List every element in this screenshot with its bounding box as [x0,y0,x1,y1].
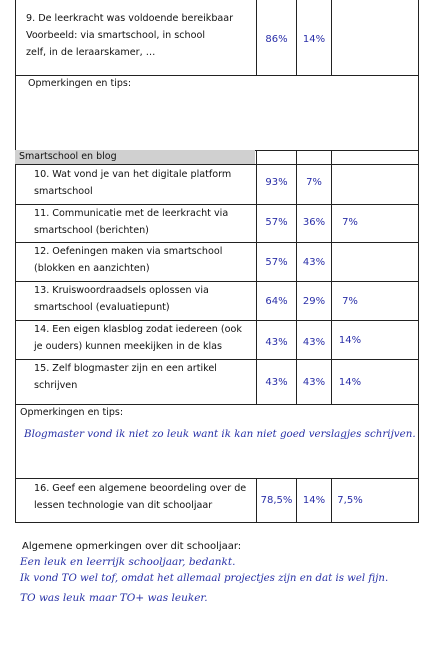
question-13-pct-2: 29% [302,296,326,307]
question-11-pct-2: 36% [302,217,326,228]
question-16-pct-1: 78,5% [260,495,293,506]
question-14-pct-3: 14% [338,335,362,346]
question-16-pct-2: 14% [302,495,326,506]
question-10-pct-1: 93% [265,177,288,188]
row-border [15,404,419,405]
question-13-pct-1: 64% [265,296,288,307]
question-15-pct-2: 43% [302,377,326,388]
general-remark-line: Ik vond TO wel tof, omdat het allemaal projectjes zijn en dat is wel fijn. [20,573,389,584]
question-14-label: 14. Een eigen klasblog zodat iedereen (ook je ouders) kunnen meekijken in de klas [34,324,242,352]
general-remark-line: TO was leuk maar TO+ was leuker. [20,592,208,604]
question-13-label: 13. Kruiswoordraadsels oplossen via smartschool (evaluatiepunt) [34,285,209,313]
question-14-pct-2: 43% [302,337,326,348]
col-divider [331,150,332,404]
question-12-pct-1: 57% [265,257,288,268]
question-13-pct-3: 7% [342,296,358,307]
question-12-label: 12. Oefeningen maken via smartschool (blokken en aanzichten) [34,246,223,274]
question-15-pct-3: 14% [338,377,362,388]
question-12-pct-2: 43% [302,257,326,268]
question-16-label: 16. Geef een algemene beoordeling over de lessen technologie van dit schooljaar [34,483,247,511]
col-divider [331,0,332,75]
question-9-pct-2: 14% [302,34,326,45]
question-15-label: 15. Zelf blogmaster zijn en een artikel schrijven [34,363,217,391]
general-remarks-label: Algemene opmerkingen over dit schooljaar: [22,541,242,552]
question-14-pct-1: 43% [265,337,288,348]
question-9-pct-1: 86% [265,34,288,45]
question-11-pct-1: 57% [265,217,288,228]
row-border [15,164,419,165]
section-header: Smartschool en blog [15,150,255,164]
remarks-label: Opmerkingen en tips: [20,407,124,418]
question-11-pct-3: 7% [342,217,358,228]
table-right-border [418,0,419,522]
question-15-pct-1: 43% [265,377,288,388]
col-divider [256,150,257,404]
question-11-label: 11. Communicatie met de leerkracht via smartschool (berichten) [34,208,229,236]
row-border [15,522,419,523]
question-10-pct-2: 7% [306,177,322,188]
question-10-label: 10. Wat vond je van het digitale platform smartschool [34,169,232,197]
general-remark-line: Een leuk en leerrijk schooljaar, bedankt. [20,556,236,568]
col-divider [296,150,297,404]
remarks-label: Opmerkingen en tips: [28,78,132,89]
question-16-pct-3: 7,5% [337,495,363,506]
row-border [15,75,419,76]
question-9-label: 9. De leerkracht was voldoende bereikbaar Voorbeeld: via smartschool, in school zelf, in de leraarskamer, … [26,13,234,58]
table-left-border [15,0,16,522]
row-border [15,478,419,479]
remarks-handwritten-text: Blogmaster vond ik niet zo leuk want ik kan niet goed verslagjes schrijven. [24,428,416,440]
